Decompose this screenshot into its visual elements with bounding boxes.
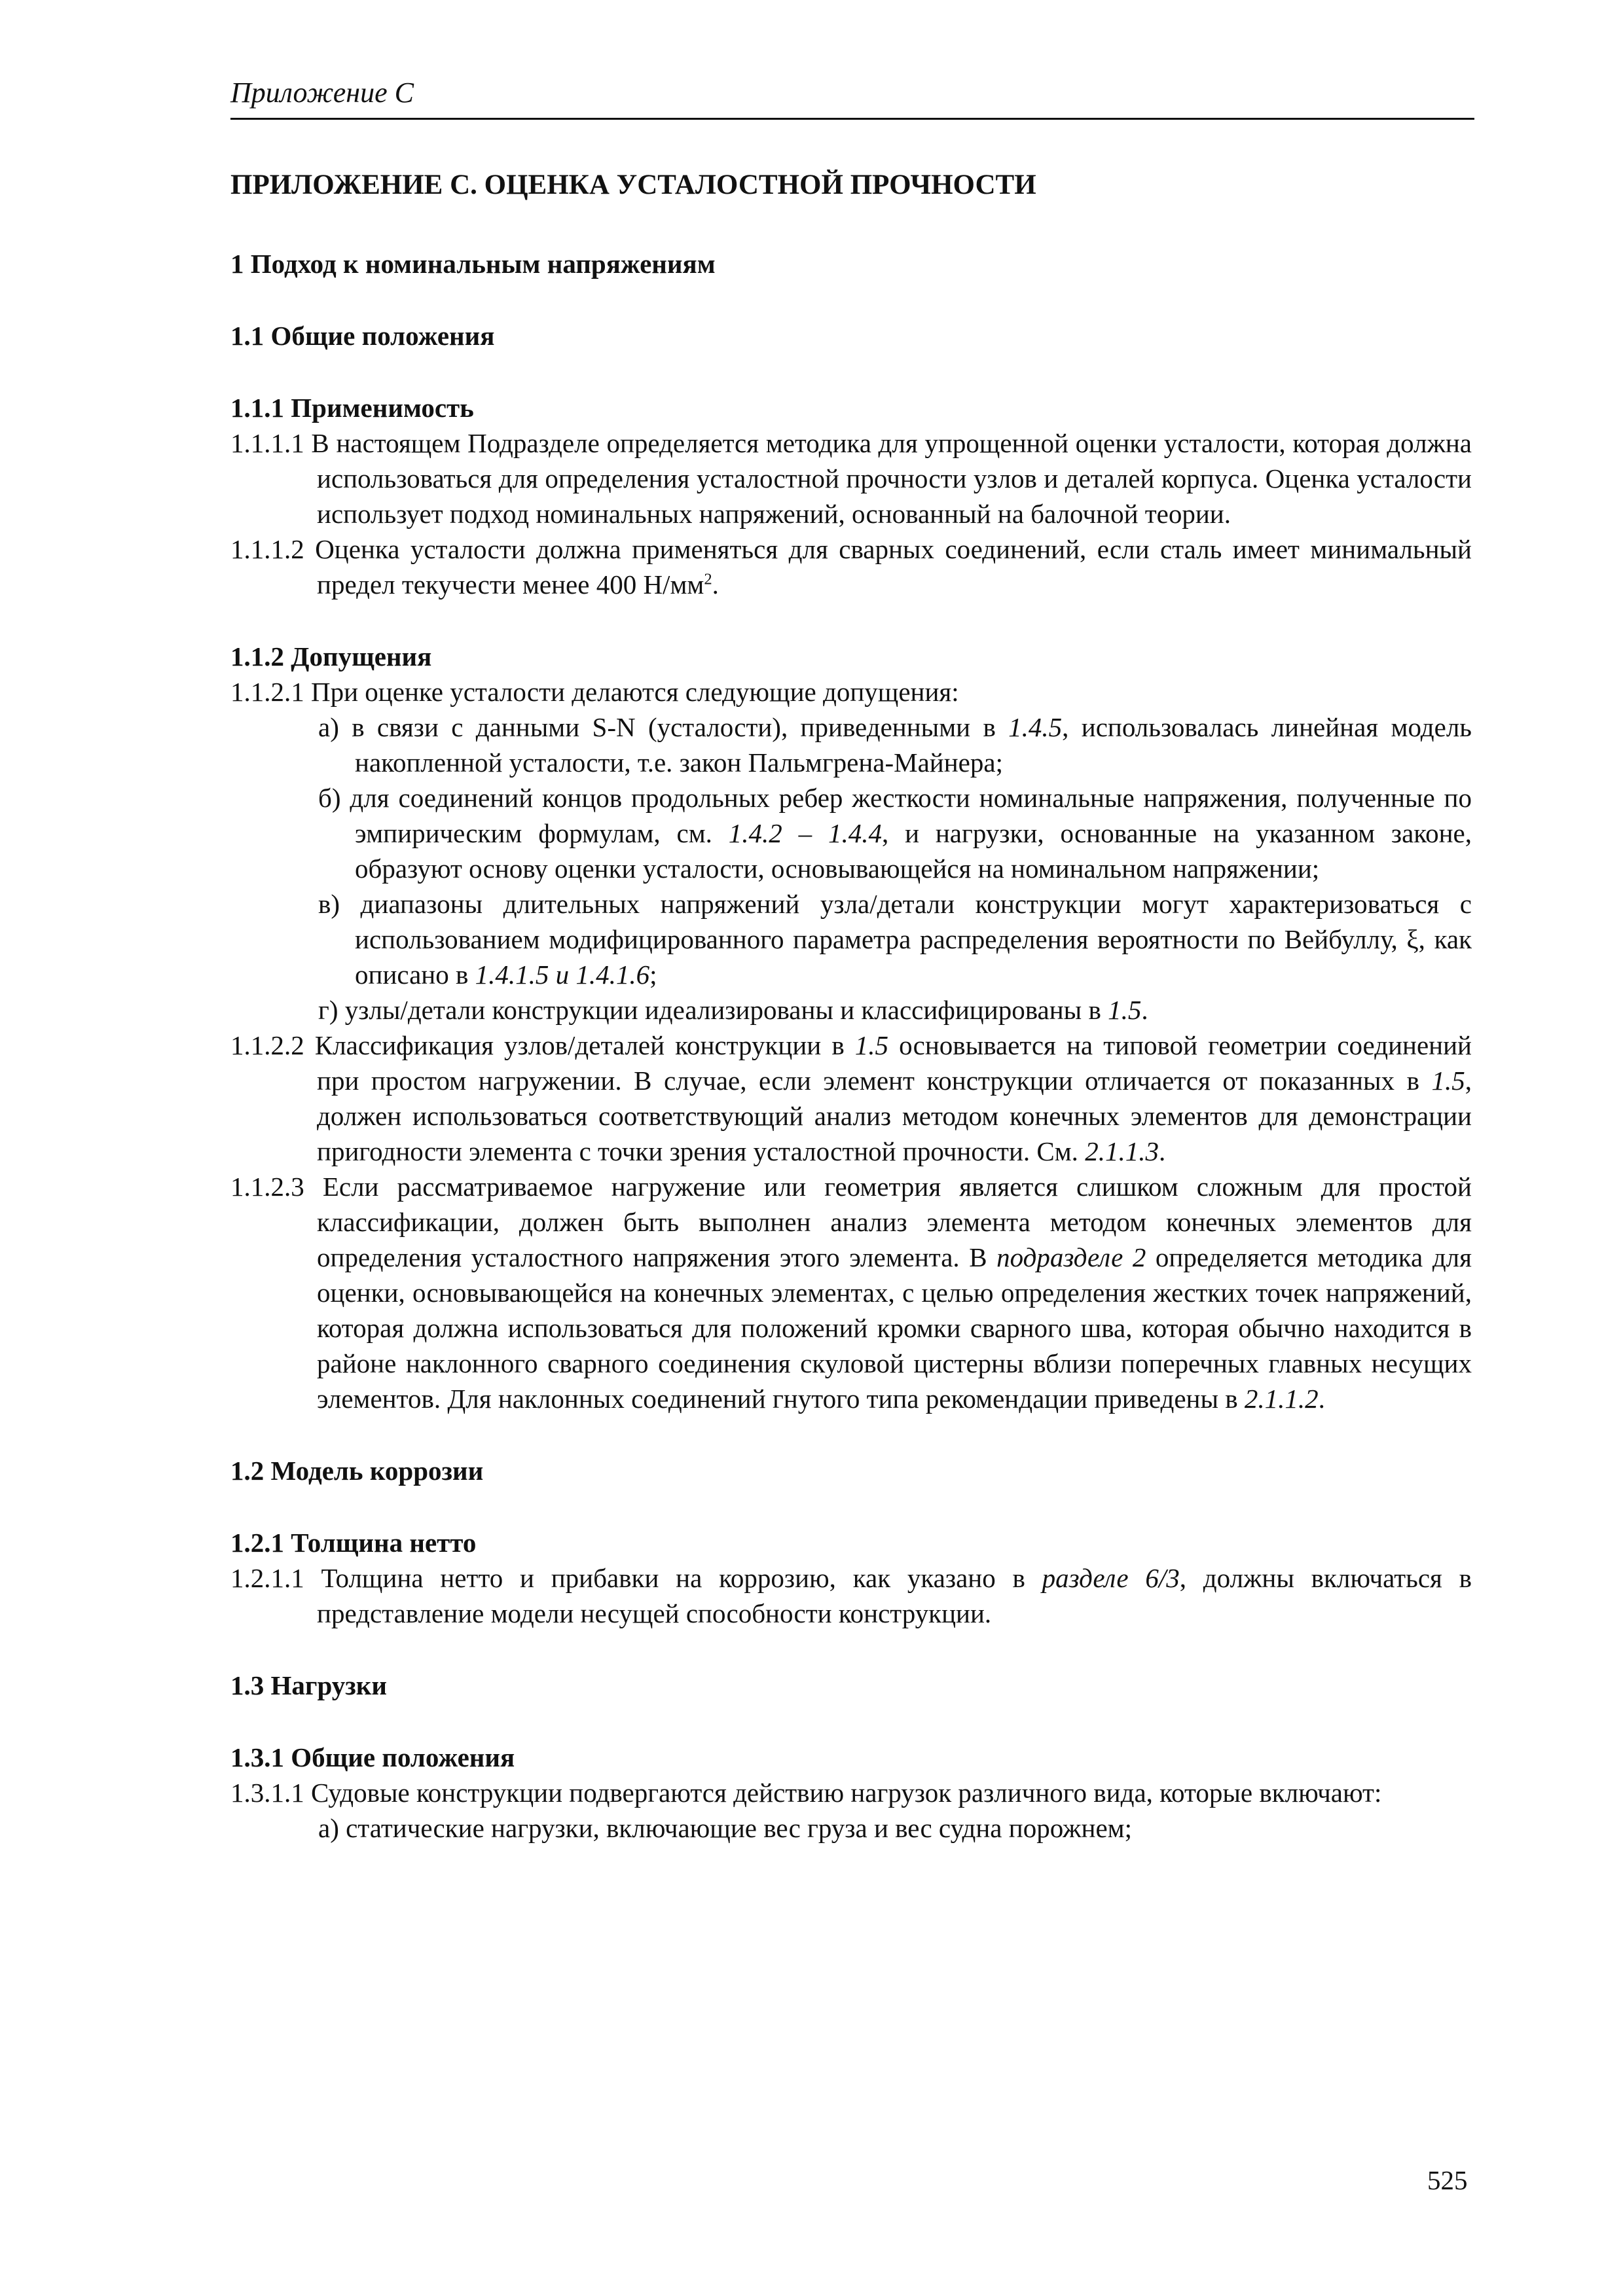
list-item: а) в связи с данными S-N (усталости), приведенными в 1.4.5, использовалась линейная модель накопленной усталости, т.е. закон Пальмгрена-Майнера; — [318, 712, 1472, 778]
paragraph-number: 1.1.1.1 — [230, 428, 304, 458]
cross-reference[interactable]: 1.4.1.5 и 1.4.1.6 — [475, 960, 650, 990]
paragraph-1-1-1-1 — [230, 425, 1472, 531]
heading-1-1-1: 1.1.1 Применимость — [230, 393, 474, 423]
assumptions-list — [230, 709, 1472, 1028]
heading-1-3: 1.3 Нагрузки — [230, 1670, 387, 1700]
cross-reference[interactable]: подразделе 2 — [996, 1242, 1146, 1272]
heading-1-3-1: 1.3.1 Общие положения — [230, 1742, 515, 1772]
paragraph-1-1-2-1 — [230, 674, 1472, 709]
list-item: а) статические нагрузки, включающие вес груза и вес судна порожнем; — [318, 1813, 1132, 1843]
paragraph-number: 1.1.1.2 — [230, 534, 304, 564]
cross-reference[interactable]: 1.4.5 — [1008, 712, 1063, 742]
paragraph-text: Судовые конструкции подвергаются действию нагрузок различного вида, которые включают: — [311, 1778, 1382, 1808]
paragraph-1-1-1-2: 1.1.1.2 Оценка усталости должна применяться для сварных соединений, если сталь имеет минимальный предел текучести менее 400 $Н/мм^2$. — [230, 534, 1472, 600]
paragraph-number: 1.2.1.1 — [230, 1563, 304, 1593]
superscript: 2 — [704, 570, 712, 588]
cross-reference[interactable]: 1.5 — [1108, 995, 1142, 1025]
page-number: 525 — [1427, 2165, 1468, 2195]
cross-reference[interactable]: разделе 6/3 — [1042, 1563, 1180, 1593]
paragraph-number: 1.1.2.2 — [230, 1030, 304, 1060]
list-item: г) узлы/детали конструкции идеализированы и классифицированы в 1.5. — [318, 995, 1148, 1025]
cross-reference[interactable]: 1.4.2 – 1.4.4 — [728, 818, 882, 848]
loads-list — [230, 1810, 1472, 1846]
list-item: б) для соединений концов продольных ребер жесткости номинальные напряжения, полученные по эмпирическим формулам, см. 1.4.2 – 1.4.4, и нагрузки, основанные на указанном законе, образуют основу оценки усталости, основывающейся на номинальном напряжении; — [318, 783, 1472, 884]
page-title: ПРИЛОЖЕНИЕ С. ОЦЕНКА УСТАЛОСТНОЙ ПРОЧНОСТИ — [230, 170, 1036, 200]
paragraph-number: 1.3.1.1 — [230, 1778, 304, 1808]
heading-1-1: 1.1 Общие положения — [230, 321, 495, 351]
heading-1: 1 Подход к номинальным напряжениям — [230, 249, 716, 279]
heading-1-2: 1.2 Модель коррозии — [230, 1456, 484, 1486]
cross-reference[interactable]: 2.1.1.3 — [1085, 1136, 1159, 1166]
paragraph-text: В настоящем Подразделе определяется методика для упрощенной оценки усталости, которая должна использоваться для определения усталостной прочности узлов и деталей корпуса. Оценка усталости использует подход номинальных напряжений, основанный на балочной теории. — [311, 428, 1472, 529]
paragraph-number: 1.1.2.1 — [230, 677, 304, 707]
paragraph-number: 1.1.2.3 — [230, 1172, 304, 1202]
running-header: Приложение С — [230, 77, 414, 109]
paragraph-1-1-2-3: 1.1.2.3 Если рассматриваемое нагружение или геометрия является слишком сложным для простой классификации, должен быть выполнен анализ элемента методом конечных элементов для определения усталостного напряжения этого элемента. В подразделе 2 определяется методика для оценки, основывающейся на конечных элементах, с целью определения жестких точек напряжений, которая должна использоваться для положений кромки сварного шва, которая обычно находится в районе наклонного сварного соединения скуловой цистерны вблизи поперечных главных несущих элементов. Для наклонных соединений гнутого типа рекомендации приведены в 2.1.1.2. — [230, 1172, 1472, 1414]
cross-reference[interactable]: 2.1.1.2 — [1244, 1384, 1319, 1414]
page-content — [230, 154, 1472, 1846]
paragraph-1-3-1-1 — [230, 1775, 1472, 1810]
paragraph-1-1-2-2: 1.1.2.2 Классификация узлов/деталей конструкции в 1.5 основывается на типовой геометрии соединений при простом нагружении. В случае, если элемент конструкции отличается от показанных в 1.5, должен использоваться соответствующий анализ методом конечных элементов для демонстрации пригодности элемента с точки зрения усталостной прочности. См. 2.1.1.3. — [230, 1030, 1472, 1166]
paragraph-text: При оценке усталости делаются следующие допущения: — [311, 677, 959, 707]
cross-reference[interactable]: 1.5 — [854, 1030, 889, 1060]
header-rule — [230, 118, 1474, 120]
heading-1-2-1: 1.2.1 Толщина нетто — [230, 1528, 477, 1558]
cross-reference[interactable]: 1.5 — [1431, 1066, 1465, 1096]
list-item: в) диапазоны длительных напряжений узла/детали конструкции могут характеризоваться с использованием модифицированного параметра распределения вероятности по Вейбуллу, ξ, как описано в 1.4.1.5 и 1.4.1.6; — [318, 889, 1472, 990]
paragraph-1-2-1-1: 1.2.1.1 Толщина нетто и прибавки на коррозию, как указано в разделе 6/3, должны включаться в представление модели несущей способности конструкции. — [230, 1563, 1472, 1628]
paragraph-text: Оценка усталости должна применяться для сварных соединений, если сталь имеет минимальный предел текучести менее 400 Н/мм — [315, 534, 1472, 600]
heading-1-1-2: 1.1.2 Допущения — [230, 641, 432, 672]
